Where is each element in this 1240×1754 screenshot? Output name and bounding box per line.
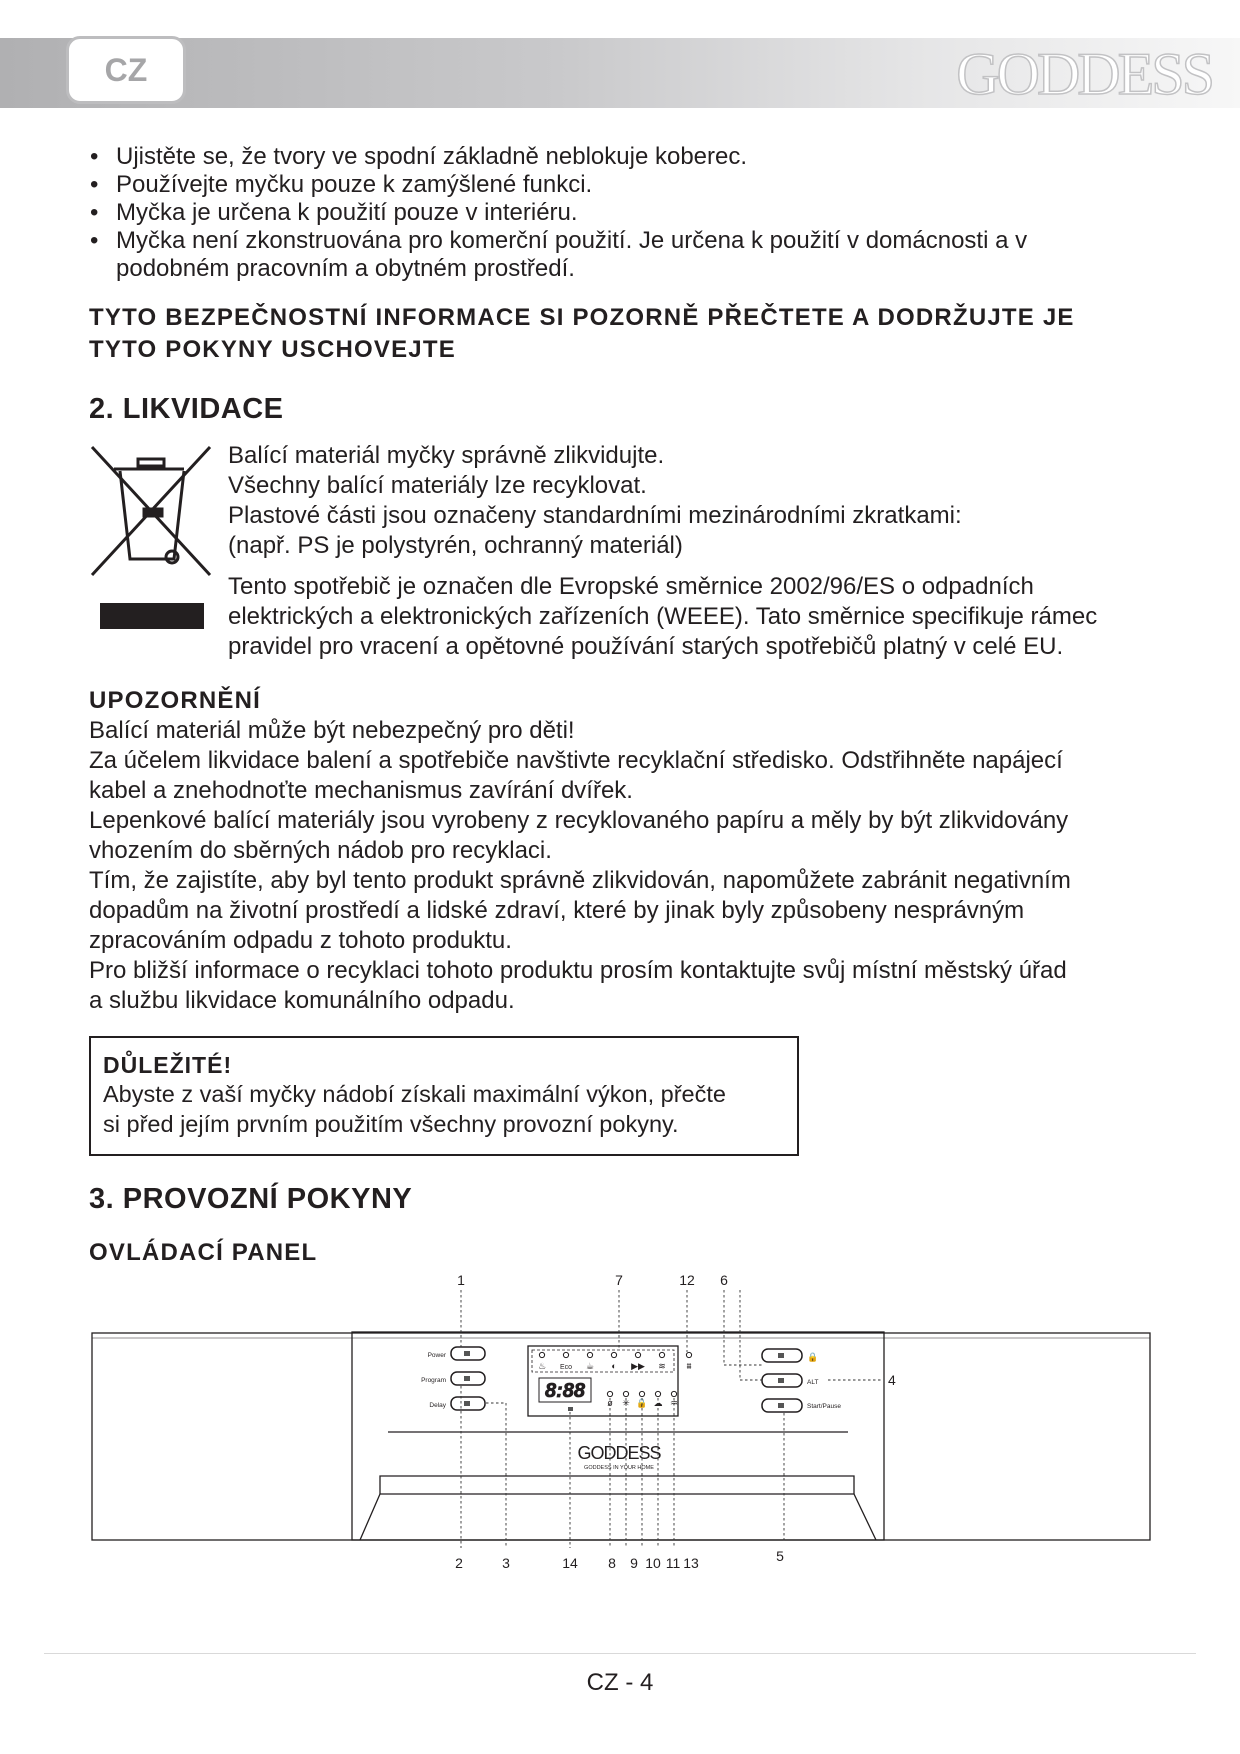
right-buttons [762, 1349, 841, 1412]
text-line: vhozením do sběrných nádob pro recyklaci. [89, 837, 552, 864]
footer-divider [44, 1653, 1196, 1654]
alt-led-icon [778, 1378, 784, 1383]
important-title: DŮLEŽITÉ! [103, 1052, 233, 1078]
power-label: Power [427, 1352, 446, 1359]
text-line: Tím, že zajistíte, aby byl tento produkt správně zlikvidován, napomůžete zabránit negativním [89, 867, 1071, 894]
prewash-icon: ≋ [658, 1361, 666, 1371]
language-tab: CZ [66, 36, 186, 104]
text-line: Tento spotřebič je označen dle Evropské směrnice 2002/96/ES o odpadních [228, 573, 1034, 600]
safety-notice [89, 302, 1169, 366]
salt-icon: ø [607, 1398, 613, 1408]
control-panel-diagram [88, 1268, 1152, 1588]
water-icon: ♒ [669, 1398, 679, 1408]
text-line: Za účelem likvidace balení a spotřebiče navštivte recyklační středisko. Odstřihněte napájecí [89, 747, 1063, 774]
text-line: zpracováním odpadu z tohoto produktu. [89, 927, 512, 954]
list-item: • Myčka není zkonstruována pro komerční použití. Je určena k použití v domácnosti a v podobném pracovním a obytném prostředí. [86, 227, 1066, 283]
panel-logo-tagline: GODDESS IN YOUR HOME [584, 1465, 654, 1471]
text-line: Pro bližší informace o recyklaci tohoto produktu prosím kontaktujte svůj místní městský úřad [89, 957, 1067, 984]
text-line: Balící materiál může být nebezpečný pro děti! [89, 717, 575, 744]
text-line: Lepenkové balící materiály jsou vyrobeny z recyklovaného papíru a měly by být zlikvidovány [89, 807, 1069, 834]
bullet-list [86, 143, 1146, 283]
callout-label: 1 [457, 1272, 465, 1288]
callout-label: 14 [562, 1555, 578, 1571]
control-panel-title: OVLÁDACÍ PANEL [89, 1239, 318, 1266]
safety-notice-line: TYTO BEZPEČNOSTNÍ INFORMACE SI POZORNĚ PŘEČTETE A DODRŽUJTE JE [89, 304, 1075, 331]
callout-label: 2 [455, 1555, 463, 1571]
text-line: elektrických a elektronických zařízeních (WEEE). Tato směrnice specifikuje rámec [228, 603, 1098, 630]
brand-logo [916, 38, 1216, 118]
rinse-aid-icon: ✳ [622, 1398, 630, 1408]
time-display: 8:88 [544, 1380, 586, 1402]
text-line: Abyste z vaší myčky nádobí získali maximální výkon, přečte [103, 1081, 726, 1107]
warning-text [89, 716, 1071, 1016]
callout-label: 5 [776, 1548, 784, 1564]
callout-label: 12 [679, 1272, 695, 1288]
alt-label: ALT [807, 1379, 819, 1386]
text-line: kabel a znehodnoťte mechanismus zavírání dvířek. [89, 777, 633, 804]
text-line: dopadům na životní prostředí a lidské zdraví, které by jinak byly způsobeny nesprávným [89, 897, 1025, 924]
callout-label: 10 [645, 1555, 661, 1571]
dry-icon: ☁ [653, 1398, 663, 1408]
safety-notice-line: TYTO POKYNY USCHOVEJTE [89, 336, 456, 363]
lock-icon: 🔒 [636, 1398, 648, 1408]
left-buttons [421, 1347, 485, 1410]
function-led-icon [778, 1353, 784, 1358]
disposal-text-b [228, 572, 1097, 662]
text-line: (např. PS je polystyrén, ochranný materiál) [228, 532, 683, 559]
rapid-icon: ▶▶ [631, 1361, 645, 1371]
auto-icon: ◐ [611, 1361, 617, 1371]
callout-label: 11 [665, 1555, 681, 1571]
callout-label: 7 [615, 1272, 623, 1288]
program-label: Program [421, 1377, 446, 1384]
page-number: CZ - 4 [586, 1669, 654, 1696]
callout-label: 3 [502, 1555, 510, 1571]
list-item: • Používejte myčku pouze k zamýšlené funkci. [86, 171, 1146, 199]
callout-label: 9 [630, 1555, 638, 1571]
eco-label: Eco [559, 1364, 573, 1371]
start-pause-label: Start/Pause [807, 1403, 841, 1410]
section-title-likvidace: 2. LIKVIDACE [89, 393, 284, 425]
leader-lines [461, 1290, 882, 1548]
disposal-text-a [228, 441, 962, 561]
callout-label: 13 [683, 1555, 699, 1571]
panel-outline [92, 1332, 1150, 1540]
section-title-provozni: 3. PROVOZNÍ POKYNY [89, 1183, 413, 1215]
delay-led-icon [464, 1401, 470, 1406]
important-box [89, 1036, 799, 1156]
text-line: pravidel pro vracení a opětovné používání starých spotřebičů platný v celé EU. [228, 633, 1064, 660]
text-line: Plastové části jsou označeny standardními mezinárodními zkratkami: [228, 502, 962, 529]
half-load-icon: ⩩ [686, 1361, 692, 1371]
text-line: Balící materiál myčky správně zlikvidujte. [228, 442, 665, 469]
list-item: • Ujistěte se, že tvory ve spodní základně neblokuje koberec. [86, 143, 1146, 171]
display-indicator-icon [568, 1407, 573, 1411]
start-pause-led-icon [778, 1403, 784, 1408]
warning-title: UPOZORNĚNÍ [89, 687, 262, 714]
callout-label: 8 [608, 1555, 616, 1571]
text-line: si před jejím prvním použitím všechny provozní pokyny. [103, 1111, 679, 1137]
callout-label: 4 [888, 1372, 896, 1388]
callout-label: 6 [720, 1272, 728, 1288]
program-led-icon [464, 1376, 470, 1381]
intensive-icon: ♨ [537, 1361, 547, 1371]
weee-bin-icon [88, 445, 216, 635]
text-line: a službu likvidace komunálního odpadu. [89, 987, 515, 1014]
power-led-icon [464, 1351, 470, 1356]
delay-label: Delay [429, 1402, 446, 1409]
list-item: • Myčka je určena k použití pouze v interiéru. [86, 199, 1146, 227]
panel-logo: GODDESS [577, 1443, 661, 1463]
brand-logo-text: GODDESS [956, 41, 1212, 107]
text-line: Všechny balící materiály lze recyklovat. [228, 472, 647, 499]
child-lock-icon: 🔒 [807, 1352, 819, 1362]
glass-icon: ☕ [585, 1361, 595, 1371]
